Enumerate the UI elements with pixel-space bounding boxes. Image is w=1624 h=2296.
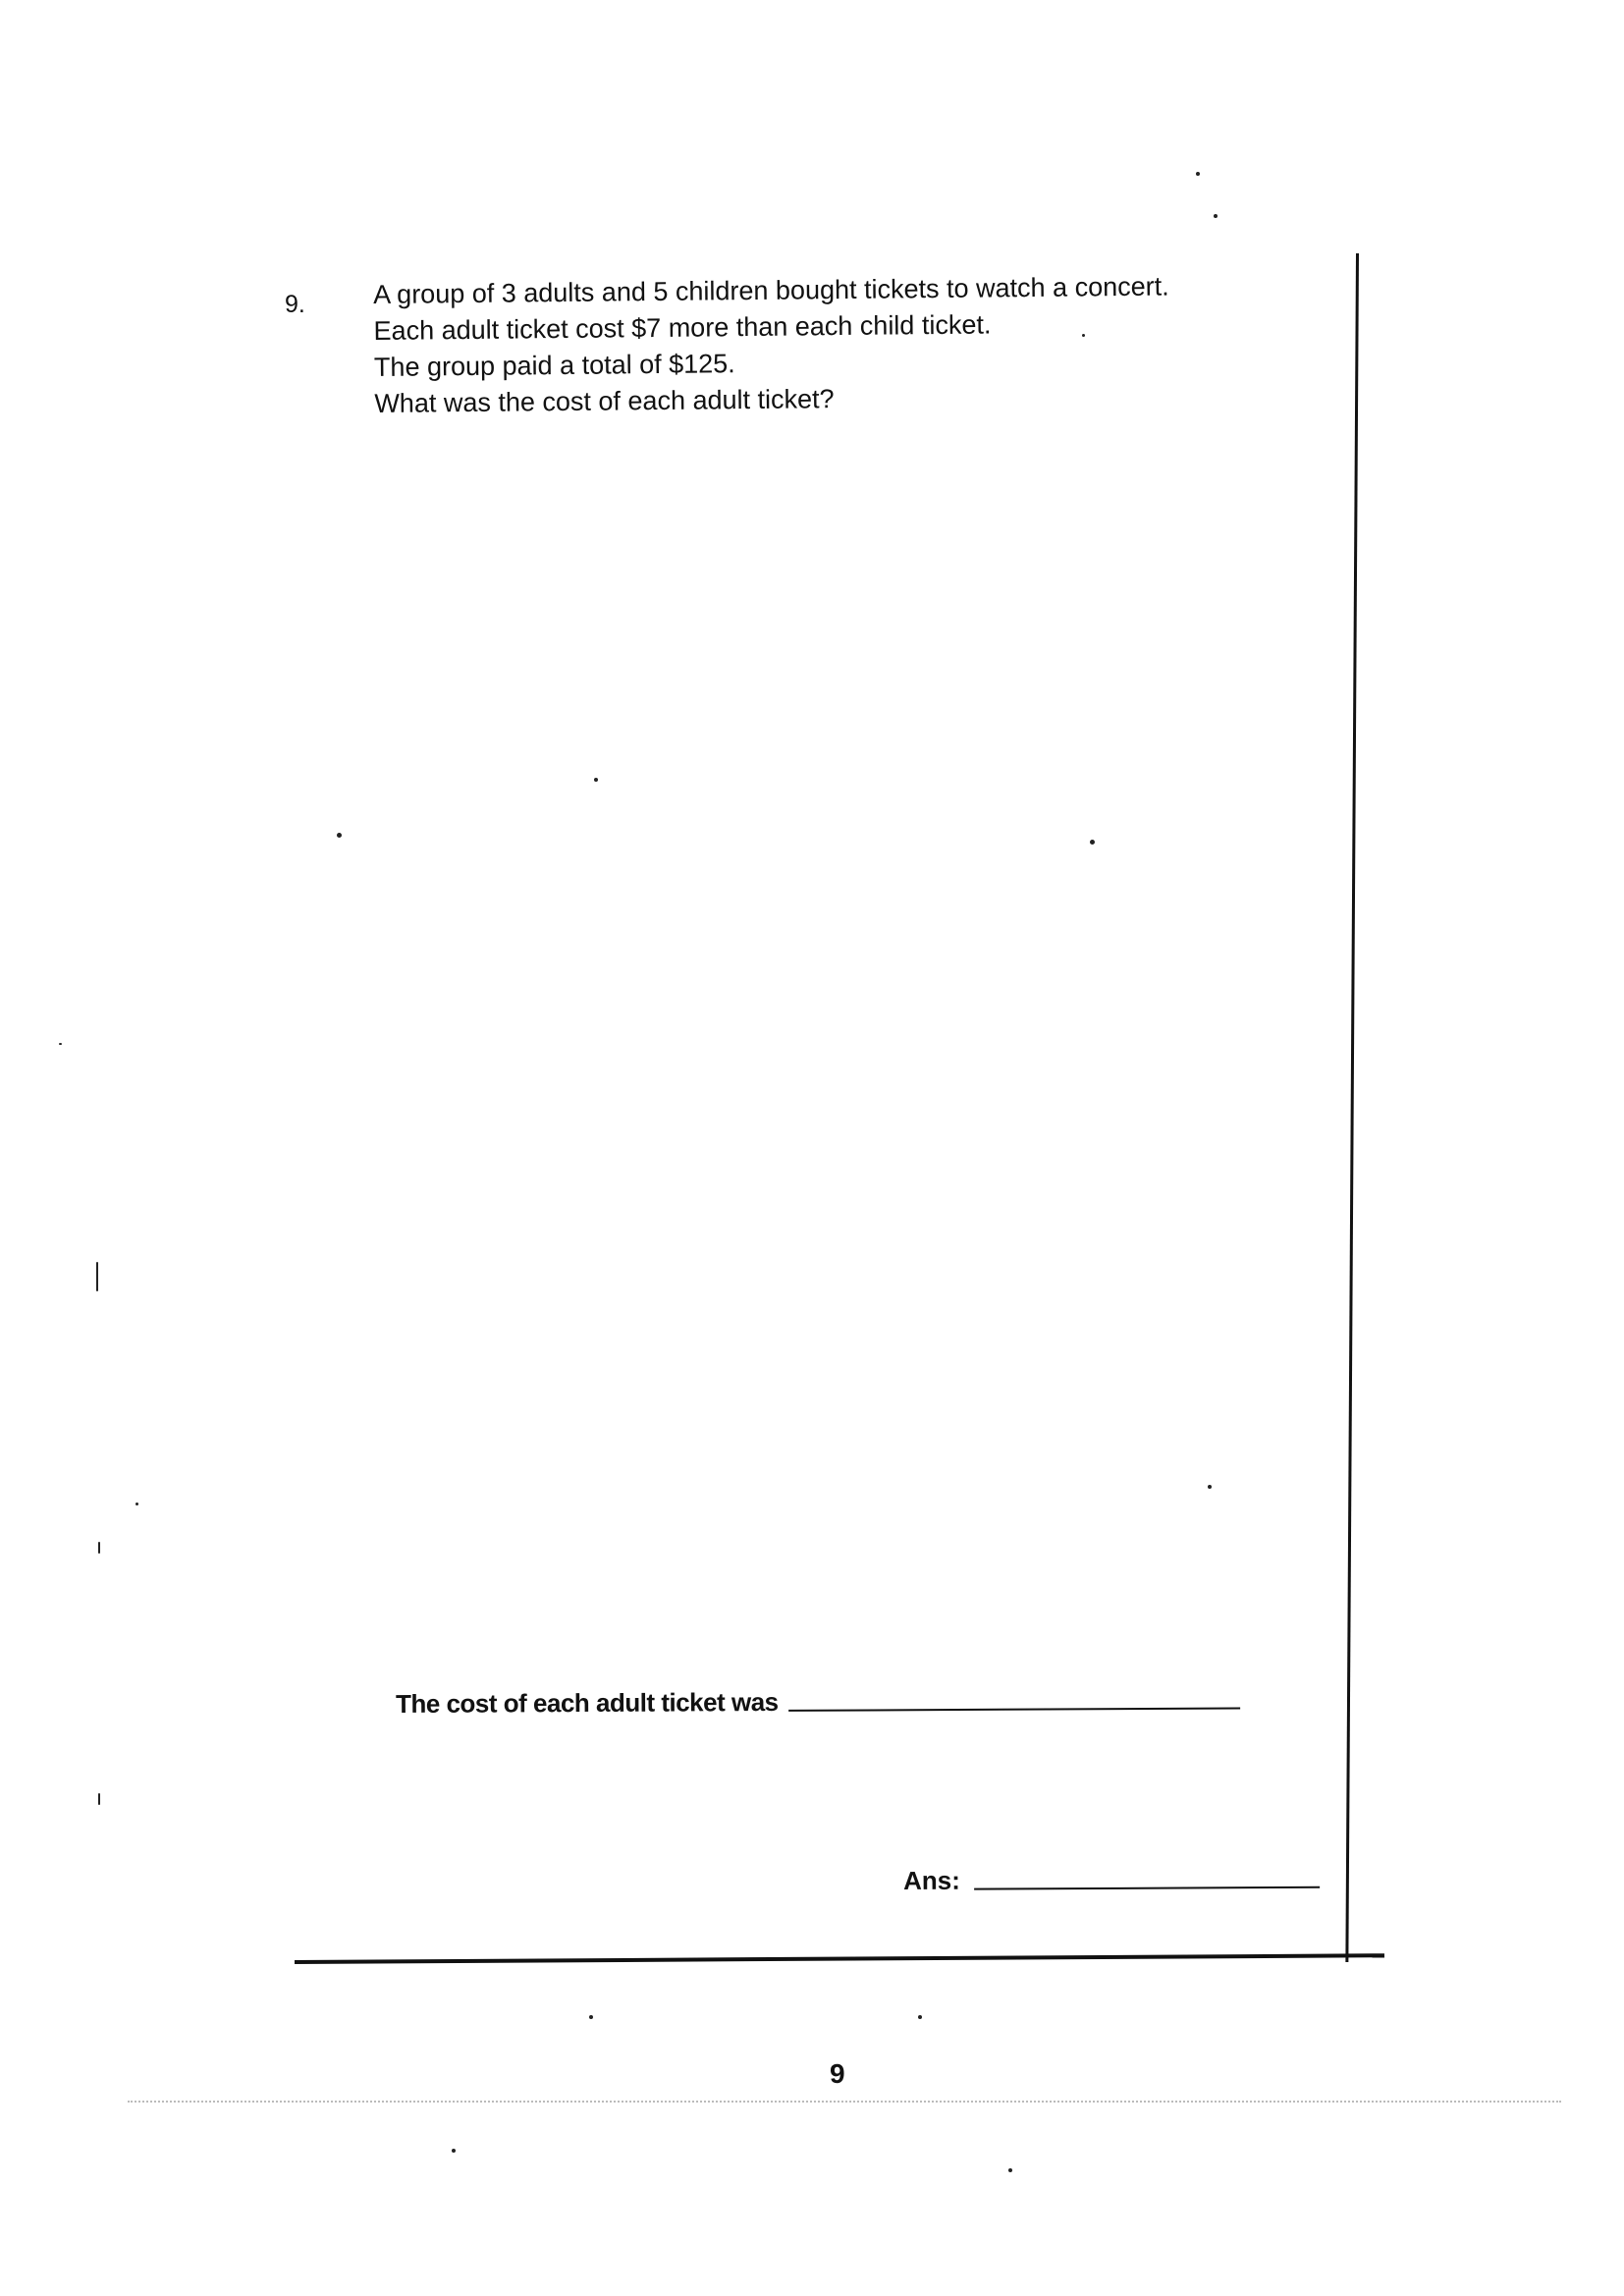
scan-speck (594, 778, 598, 782)
question-line: What was the cost of each adult ticket? (374, 384, 835, 418)
scan-speck (59, 1043, 62, 1045)
page-border-bottom (295, 1953, 1384, 1964)
page-border-right (1345, 253, 1359, 1962)
scan-speck (98, 1793, 100, 1805)
scan-speck (96, 1262, 98, 1291)
scan-speck (918, 2015, 922, 2019)
ans-blank[interactable] (974, 1886, 1320, 1890)
scan-speck (1082, 334, 1085, 337)
ans-label: Ans: (903, 1865, 960, 1895)
scan-speck (1214, 214, 1218, 218)
question-text (373, 268, 1259, 422)
scan-speck (135, 1503, 138, 1505)
scan-speck (452, 2149, 456, 2153)
scan-speck (1208, 1485, 1212, 1489)
ans-row (903, 1864, 1320, 1896)
answer-statement-blank[interactable] (788, 1707, 1240, 1711)
question-line: The group paid a total of $125. (373, 349, 735, 382)
scan-dotted-rule (128, 2101, 1561, 2103)
scan-speck (98, 1542, 100, 1554)
question-number: 9. (285, 291, 305, 318)
answer-statement-label: The cost of each adult ticket was (396, 1686, 779, 1719)
question-line: Each adult ticket cost $7 more than each child ticket. (373, 309, 992, 346)
scan-speck (589, 2015, 593, 2019)
scan-speck (1008, 2168, 1012, 2172)
page-number: 9 (830, 2058, 845, 2089)
question-line: A group of 3 adults and 5 children bought tickets to watch a concert. (373, 271, 1169, 309)
answer-statement (396, 1684, 1240, 1720)
scan-speck (1196, 172, 1200, 176)
scan-speck (337, 833, 342, 838)
scan-speck (1090, 840, 1095, 845)
